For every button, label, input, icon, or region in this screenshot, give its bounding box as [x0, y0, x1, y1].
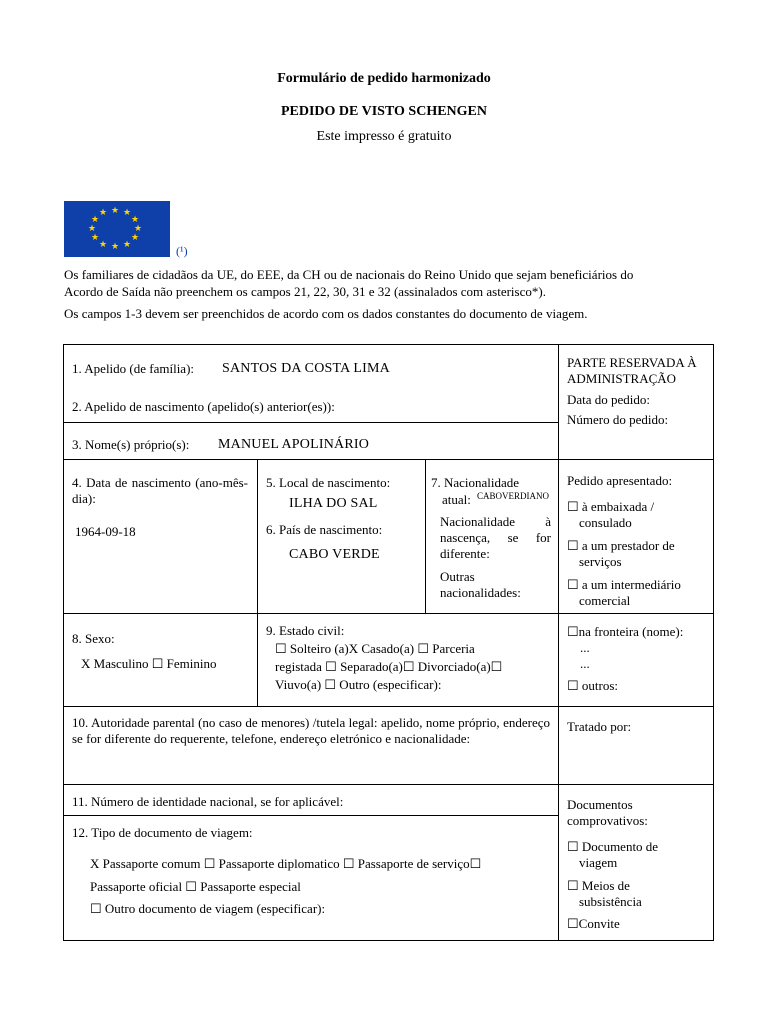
birth-date-value[interactable]: 1964-09-18 — [75, 524, 136, 539]
parental-authority-label: 10. Autoridade parental (no caso de menores) /tutela legal: apelido, nome próprio, endereço se for diferente do requerente, telefone, endereço eletrónico e nacionalidade: — [72, 715, 550, 746]
form-heading: PEDIDO DE VISTO SCHENGEN — [280, 104, 488, 119]
travel-doc-type-label: 12. Tipo de documento de viagem: — [72, 825, 253, 840]
border-dots-1: ... — [580, 640, 590, 655]
other-nationalities-label: Outras nacionalidades: — [440, 569, 521, 600]
lodged-embassy-checkbox[interactable]: ☐ à embaixada / consulado — [567, 499, 655, 530]
nationality-value[interactable]: CABOVERDIANO — [477, 491, 549, 501]
border-checkbox[interactable]: ☐na fronteira (nome): — [567, 624, 684, 639]
first-name-value[interactable]: MANUEL APOLINÁRIO — [218, 437, 370, 452]
travel-doc-options-1[interactable]: X Passaporte comum ☐ Passaporte diplomatico ☐ Passaporte de serviço☐ — [90, 856, 482, 871]
travel-doc-options-3[interactable]: ☐ Outro documento de viagem (especificar): — [90, 901, 326, 916]
application-number-label: Número do pedido: — [567, 412, 669, 427]
birth-date-label: 4. Data de nascimento (ano-mês-dia): — [72, 475, 248, 506]
surname-value[interactable]: SANTOS DA COSTA LIMA — [222, 361, 390, 376]
lodged-intermediary-checkbox[interactable]: ☐ a um intermediário comercial — [567, 577, 681, 608]
lodged-provider-checkbox[interactable]: ☐ a um prestador de serviços — [567, 538, 675, 569]
family-note-line2: Acordo de Saída não preenchem os campos 21, 22, 30, 31 e 32 (assinalados com asterisco*). — [64, 284, 546, 299]
doc-travel-checkbox[interactable]: ☐ Documento de viagem — [567, 839, 659, 870]
lodged-label: Pedido apresentado: — [567, 473, 673, 488]
others-checkbox[interactable]: ☐ outros: — [567, 678, 619, 693]
border-dots-2: ... — [580, 656, 590, 671]
first-name-label: 3. Nome(s) próprio(s): — [72, 437, 190, 452]
nationality-label: 7. Nacionalidade — [431, 475, 520, 490]
birth-surname-label: 2. Apelido de nascimento (apelido(s) anterior(es)): — [72, 399, 335, 414]
civil-status-options-3[interactable]: Viuvo(a) ☐ Outro (especificar): — [275, 677, 442, 692]
doc-invite-checkbox[interactable]: ☐Convite — [567, 916, 620, 931]
civil-status-options-2[interactable]: registada ☐ Separado(a)☐ Divorciado(a)☐ — [275, 659, 503, 674]
civil-status-label: 9. Estado civil: — [266, 623, 345, 638]
birth-place-label: 5. Local de nascimento: — [266, 475, 391, 490]
nationality-current-label: atual: — [442, 492, 471, 507]
form-title: Formulário de pedido harmonizado — [277, 71, 491, 86]
free-note: Este impresso é gratuito — [316, 129, 452, 144]
doc-means-checkbox[interactable]: ☐ Meios de subsistência — [567, 878, 642, 909]
admin-reserved-heading: PARTE RESERVADA À ADMINISTRAÇÃO — [567, 355, 697, 386]
family-note-line1: Os familiares de cidadãos da UE, do EEE, da CH ou de nacionais do Reino Unido que sejam beneficiários do — [64, 267, 634, 282]
fields-note: Os campos 1-3 devem ser preenchidos de acordo com os dados constantes do documento de viagem. — [64, 306, 588, 321]
handled-by-label: Tratado por: — [567, 719, 632, 734]
nationality-at-birth-label: Nacionalidade à nascença, se for diferente: — [440, 514, 551, 561]
birth-place-value[interactable]: ILHA DO SAL — [289, 496, 378, 511]
sex-label: 8. Sexo: — [72, 631, 115, 646]
surname-label: 1. Apelido (de família): — [72, 361, 195, 376]
supporting-docs-label: Documentos comprovativos: — [567, 797, 648, 828]
eu-flag-icon: ★ ★ ★ ★ ★ ★ ★ ★ ★ ★ ★ ★ — [64, 201, 170, 257]
sex-options[interactable]: X Masculino ☐ Feminino — [81, 656, 217, 671]
national-id-label: 11. Número de identidade nacional, se for aplicável: — [72, 794, 344, 809]
travel-doc-options-2[interactable]: Passaporte oficial ☐ Passaporte especial — [90, 879, 301, 894]
civil-status-options-1[interactable]: ☐ Solteiro (a)X Casado(a) ☐ Parceria — [275, 641, 475, 656]
application-date-label: Data do pedido: — [567, 392, 651, 407]
birth-country-value[interactable]: CABO VERDE — [289, 547, 380, 562]
birth-country-label: 6. País de nascimento: — [266, 522, 383, 537]
footnote-link[interactable]: (¹) — [176, 244, 188, 258]
